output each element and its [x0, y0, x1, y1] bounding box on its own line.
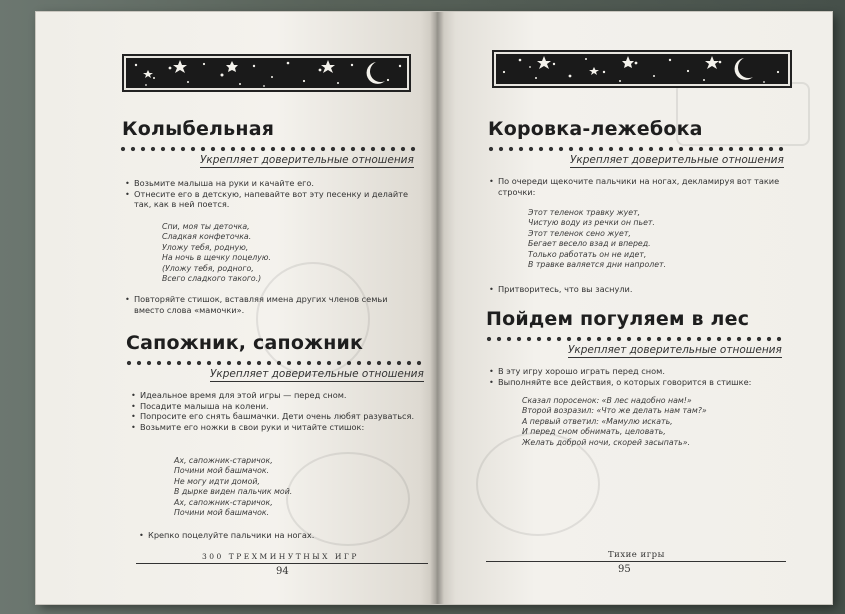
list-item: • Крепко поцелуйте пальчики на ногах.: [138, 530, 408, 541]
instruction-list: [488, 366, 784, 387]
instruction-list: [130, 390, 418, 432]
instruction-list: [124, 178, 414, 210]
section-title: Коровка-лежебока: [488, 118, 703, 140]
poem-line: Чистую воду из речки он пьет.: [528, 218, 655, 228]
poem-line: Этот теленок травку жует,: [528, 208, 641, 217]
right-page: [436, 12, 832, 604]
poem-line: Почини мой башмачок.: [174, 466, 270, 476]
cobbler-poem: [174, 456, 292, 518]
piglet-poem: [522, 396, 707, 448]
poem-line: Только работать он не идет,: [528, 249, 647, 259]
dotted-divider: [124, 360, 424, 366]
poem-line: (Уложу тебя, родного,: [162, 263, 254, 273]
list-item: • Повторяйте стишок, вставляя имена других членов семьи вместо слова «мамочки».: [124, 294, 416, 315]
list-item: • Идеальное время для этой игры — перед сном.: [130, 390, 418, 401]
poem-line: Ах, сапожник-старичок,: [174, 456, 273, 465]
dotted-divider: [118, 146, 418, 152]
section-title: Сапожник, сапожник: [126, 332, 364, 354]
instruction-list: [124, 294, 416, 315]
list-item: • Выполняйте все действия, о которых говорится в стишке:: [488, 377, 784, 388]
poem-line: Уложу тебя, родную,: [162, 242, 249, 252]
instruction-list: [488, 176, 784, 197]
footer-rule: [136, 563, 428, 564]
poem-line: А первый ответил: «Мамулю искать,: [522, 416, 673, 426]
section-subtitle: Укрепляет доверительные отношения: [200, 154, 414, 166]
poem-line: Почини мой башмачок.: [174, 508, 270, 518]
poem-line: В травке валяется дни напролет.: [528, 260, 667, 270]
stars-moon-icon: [494, 52, 790, 86]
list-item: • Отнесите его в детскую, напевайте вот эту песенку и делайте так, как в ней поется.: [124, 189, 414, 210]
instruction-list: [138, 530, 408, 541]
poem-line: Этот теленок сено жует,: [528, 228, 631, 238]
poem-line: Бегает весело взад и вперед.: [528, 239, 651, 249]
left-page: [36, 12, 436, 604]
list-item: • В эту игру хорошо играть перед сном.: [488, 366, 784, 377]
background-illustration: [256, 262, 370, 376]
book-spread: [36, 12, 832, 604]
poem-line: Второй возразил: «Что же делать нам там?»: [522, 406, 707, 416]
footer-rule: [486, 561, 786, 562]
page-number: 94: [276, 566, 289, 577]
section-subtitle: Укрепляет доверительные отношения: [570, 154, 784, 166]
page-number: 95: [618, 564, 631, 575]
poem-line: И перед сном обнимать, целовать,: [522, 427, 666, 437]
running-footer: Тихие игры: [608, 550, 665, 560]
section-title: Пойдем погуляем в лес: [486, 308, 750, 330]
list-item: • Посадите малыша на колени.: [130, 401, 418, 412]
stars-moon-icon: [124, 56, 409, 90]
poem-line: Не могу идти домой,: [174, 476, 260, 486]
instruction-list: [488, 284, 784, 295]
dotted-divider: [486, 146, 786, 152]
poem-line: В дырке виден пальчик мой.: [174, 487, 293, 497]
poem-line: Спи, моя ты деточка,: [162, 222, 250, 231]
book-gutter: [430, 12, 444, 604]
list-item: • Попросите его снять башмачки. Дети очень любят разуваться.: [130, 411, 418, 422]
lullaby-poem: [162, 222, 271, 284]
poem-line: Сладкая конфеточка.: [162, 232, 252, 242]
section-subtitle: Укрепляет доверительные отношения: [210, 368, 424, 380]
starry-night-banner: [492, 50, 792, 88]
poem-line: Всего сладкого такого.): [162, 274, 262, 284]
list-item: • Возьмите его ножки в свои руки и читайте стишок:: [130, 422, 418, 433]
poem-line: На ночь в щечку поцелую.: [162, 253, 271, 263]
calf-poem: [528, 208, 666, 270]
list-item: • Притворитесь, что вы заснули.: [488, 284, 784, 295]
list-item: • По очереди щекочите пальчики на ногах, декламируя вот такие строчки:: [488, 176, 784, 197]
section-subtitle: Укрепляет доверительные отношения: [568, 344, 782, 356]
starry-night-banner: [122, 54, 411, 92]
running-footer: 300 ТРЕХМИНУТНЫХ ИГР: [202, 552, 359, 561]
section-title: Колыбельная: [122, 118, 275, 140]
poem-line: Желать доброй ночи, скорей засыпать».: [522, 437, 691, 447]
dotted-divider: [484, 336, 784, 342]
poem-line: Сказал поросенок: «В лес надобно нам!»: [522, 396, 692, 405]
list-item: • Возьмите малыша на руки и качайте его.: [124, 178, 414, 189]
poem-line: Ах, сапожник-старичок,: [174, 497, 273, 507]
